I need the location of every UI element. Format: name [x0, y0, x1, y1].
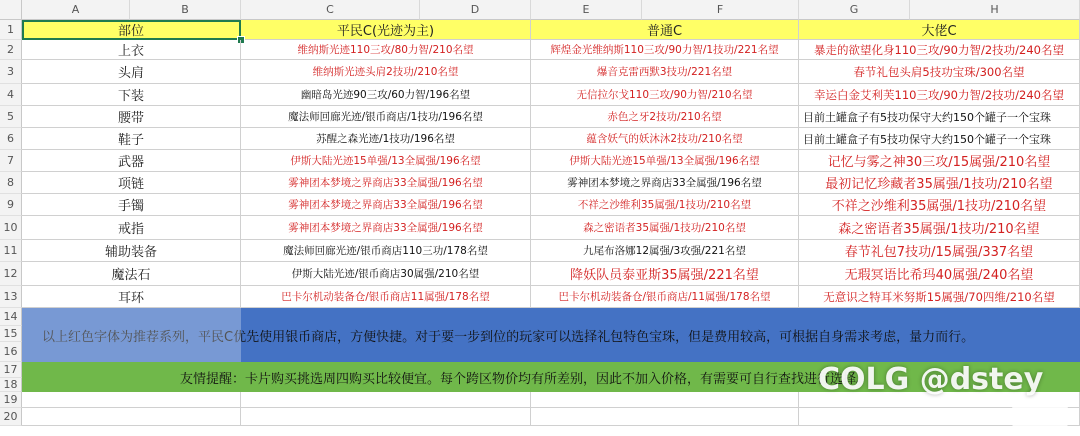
table-cell-boss[interactable]: 无意识之特耳米努斯15属强/70四维/210名望	[799, 286, 1080, 308]
column-header-g[interactable]: G	[799, 0, 910, 20]
table-cell-civilian[interactable]: 苏醒之森光迹/1技功/196名望	[241, 128, 531, 150]
row-header-17[interactable]: 17	[0, 362, 22, 378]
row-header-12[interactable]: 12	[0, 262, 22, 286]
table-cell-boss[interactable]: 森之密语者35属强/1技功/210名望	[799, 216, 1080, 240]
table-cell-boss[interactable]: 春节礼包7技功/15属强/337名望	[799, 240, 1080, 262]
column-header-b[interactable]: B	[130, 0, 241, 20]
table-cell-boss[interactable]: 目前土罐盒子有5技功保守大约150个罐子一个宝珠	[799, 128, 1080, 150]
row-header-1[interactable]: 1	[0, 20, 22, 40]
header-cell-normal[interactable]: 普通C	[531, 20, 799, 40]
table-cell-civilian[interactable]: 幽暗岛光迹90三攻/60力智/196名望	[241, 84, 531, 106]
row-header-2[interactable]: 2	[0, 40, 22, 60]
table-cell-civilian[interactable]: 雾神团本梦境之界商店33全属强/196名望	[241, 172, 531, 194]
table-cell-civilian[interactable]: 雾神团本梦境之界商店33全属强/196名望	[241, 194, 531, 216]
recommendation-note-left-shade	[22, 308, 241, 362]
table-cell-boss[interactable]: 不祥之沙维利35属强/1技功/210名望	[799, 194, 1080, 216]
empty-cell[interactable]	[531, 408, 799, 426]
table-cell-boss[interactable]: 暴走的欲望化身110三攻/90力智/2技功/240名望	[799, 40, 1080, 60]
row-header-19[interactable]: 19	[0, 392, 22, 408]
tip-note-text: 友情提醒：卡片购买挑选周四购买比较便宜。每个跨区物价均有所差别，因此不加入价格，有需要可自行查找进行选择。	[180, 371, 870, 387]
table-cell-boss[interactable]: 目前土罐盒子有5技功保守大约150个罐子一个宝珠	[799, 106, 1080, 128]
row-header-18[interactable]: 18	[0, 378, 22, 392]
column-header-e[interactable]: E	[531, 0, 642, 20]
empty-cell[interactable]	[22, 408, 241, 426]
table-row-part[interactable]: 腰带	[22, 106, 241, 128]
row-header-9[interactable]: 9	[0, 194, 22, 216]
table-cell-normal[interactable]: 九尾布洛娜12属强/3攻强/221名望	[531, 240, 799, 262]
table-cell-civilian[interactable]: 维纳斯光迹110三攻/80力智/210名望	[241, 40, 531, 60]
table-row-part[interactable]: 魔法石	[22, 262, 241, 286]
row-header-13[interactable]: 13	[0, 286, 22, 308]
table-cell-normal[interactable]: 森之密语者35属强/1技功/210名望	[531, 216, 799, 240]
column-header-a[interactable]: A	[22, 0, 130, 20]
table-row-part[interactable]: 耳环	[22, 286, 241, 308]
table-row-part[interactable]: 武器	[22, 150, 241, 172]
header-cell-civilian[interactable]: 平民C(光迹为主)	[241, 20, 531, 40]
column-header-d[interactable]: D	[420, 0, 531, 20]
table-cell-normal[interactable]: 辉煌金光维纳斯110三攻/90力智/1技功/221名望	[531, 40, 799, 60]
table-cell-boss[interactable]: 幸运白金艾利芙110三攻/90力智/2技功/240名望	[799, 84, 1080, 106]
column-header-h[interactable]: H	[910, 0, 1080, 20]
header-cell-part[interactable]: 部位	[22, 20, 241, 40]
table-row-part[interactable]: 上衣	[22, 40, 241, 60]
table-cell-normal[interactable]: 伊斯大陆光迹15单强/13全属强/196名望	[531, 150, 799, 172]
row-header-7[interactable]: 7	[0, 150, 22, 172]
empty-cell[interactable]	[241, 408, 531, 426]
table-cell-civilian[interactable]: 魔法师回廊光迹/银币商店110三功/178名望	[241, 240, 531, 262]
row-header-20[interactable]: 20	[0, 408, 22, 426]
table-cell-boss[interactable]: 最初记忆珍藏者35属强/1技功/210名望	[799, 172, 1080, 194]
table-row-part[interactable]: 头肩	[22, 60, 241, 84]
table-cell-normal[interactable]: 不祥之沙维利35属强/1技功/210名望	[531, 194, 799, 216]
table-cell-normal[interactable]: 雾神团本梦境之界商店33全属强/196名望	[531, 172, 799, 194]
table-cell-normal[interactable]: 无信拉尔戈110三攻/90力智/210名望	[531, 84, 799, 106]
row-header-14[interactable]: 14	[0, 308, 22, 326]
table-cell-boss[interactable]: 春节礼包头肩5技功宝珠/300名望	[799, 60, 1080, 84]
table-row-part[interactable]: 戒指	[22, 216, 241, 240]
recommendation-note-text: 以上红色字体为推荐系列，平民C优先使用银币商店，方便快捷。对于要一步到位的玩家可以选择礼包特色宝珠，但是费用较高，可根据自身需求考虑，量力而行。	[42, 329, 975, 345]
floating-chat-bubble[interactable]	[1012, 396, 1068, 436]
table-cell-normal[interactable]: 爆音克雷西默3技功/221名望	[531, 60, 799, 84]
table-cell-civilian[interactable]: 巴卡尔机动装备仓/银币商店11属强/178名望	[241, 286, 531, 308]
empty-cell[interactable]	[22, 392, 241, 408]
row-header-10[interactable]: 10	[0, 216, 22, 240]
table-cell-civilian[interactable]: 雾神团本梦境之界商店33全属强/196名望	[241, 216, 531, 240]
header-cell-boss[interactable]: 大佬C	[799, 20, 1080, 40]
row-header-15[interactable]: 15	[0, 326, 22, 342]
table-row-part[interactable]: 下装	[22, 84, 241, 106]
table-cell-boss[interactable]: 无瑕冥语比希玛40属强/240名望	[799, 262, 1080, 286]
empty-cell[interactable]	[531, 392, 799, 408]
row-header-3[interactable]: 3	[0, 60, 22, 84]
row-header-5[interactable]: 5	[0, 106, 22, 128]
table-cell-civilian[interactable]: 伊斯大陆光迹15单强/13全属强/196名望	[241, 150, 531, 172]
column-header-c[interactable]: C	[241, 0, 420, 20]
table-row-part[interactable]: 鞋子	[22, 128, 241, 150]
table-cell-normal[interactable]: 赤色之牙2技功/210名望	[531, 106, 799, 128]
table-cell-boss[interactable]: 记忆与雾之神30三攻/15属强/210名望	[799, 150, 1080, 172]
table-row-part[interactable]: 手镯	[22, 194, 241, 216]
table-cell-normal[interactable]: 蕴含妖气的妖沐沐2技功/210名望	[531, 128, 799, 150]
column-header-f[interactable]: F	[642, 0, 799, 20]
row-header-4[interactable]: 4	[0, 84, 22, 106]
table-cell-normal[interactable]: 巴卡尔机动装备仓/银币商店/11属强/178名望	[531, 286, 799, 308]
table-cell-civilian[interactable]: 维纳斯光迹头肩2技功/210名望	[241, 60, 531, 84]
table-cell-normal[interactable]: 降妖队员泰亚斯35属强/221名望	[531, 262, 799, 286]
colg-watermark: COLG @dstey	[818, 362, 1044, 397]
row-header-6[interactable]: 6	[0, 128, 22, 150]
empty-cell[interactable]	[241, 392, 531, 408]
row-header-16[interactable]: 16	[0, 342, 22, 362]
row-header-8[interactable]: 8	[0, 172, 22, 194]
row-header-11[interactable]: 11	[0, 240, 22, 262]
table-cell-civilian[interactable]: 伊斯大陆光迹/银币商店30属强/210名望	[241, 262, 531, 286]
table-row-part[interactable]: 项链	[22, 172, 241, 194]
select-all-corner[interactable]	[0, 0, 22, 20]
table-row-part[interactable]: 辅助装备	[22, 240, 241, 262]
table-cell-civilian[interactable]: 魔法师回廊光迹/银币商店/1技功/196名望	[241, 106, 531, 128]
